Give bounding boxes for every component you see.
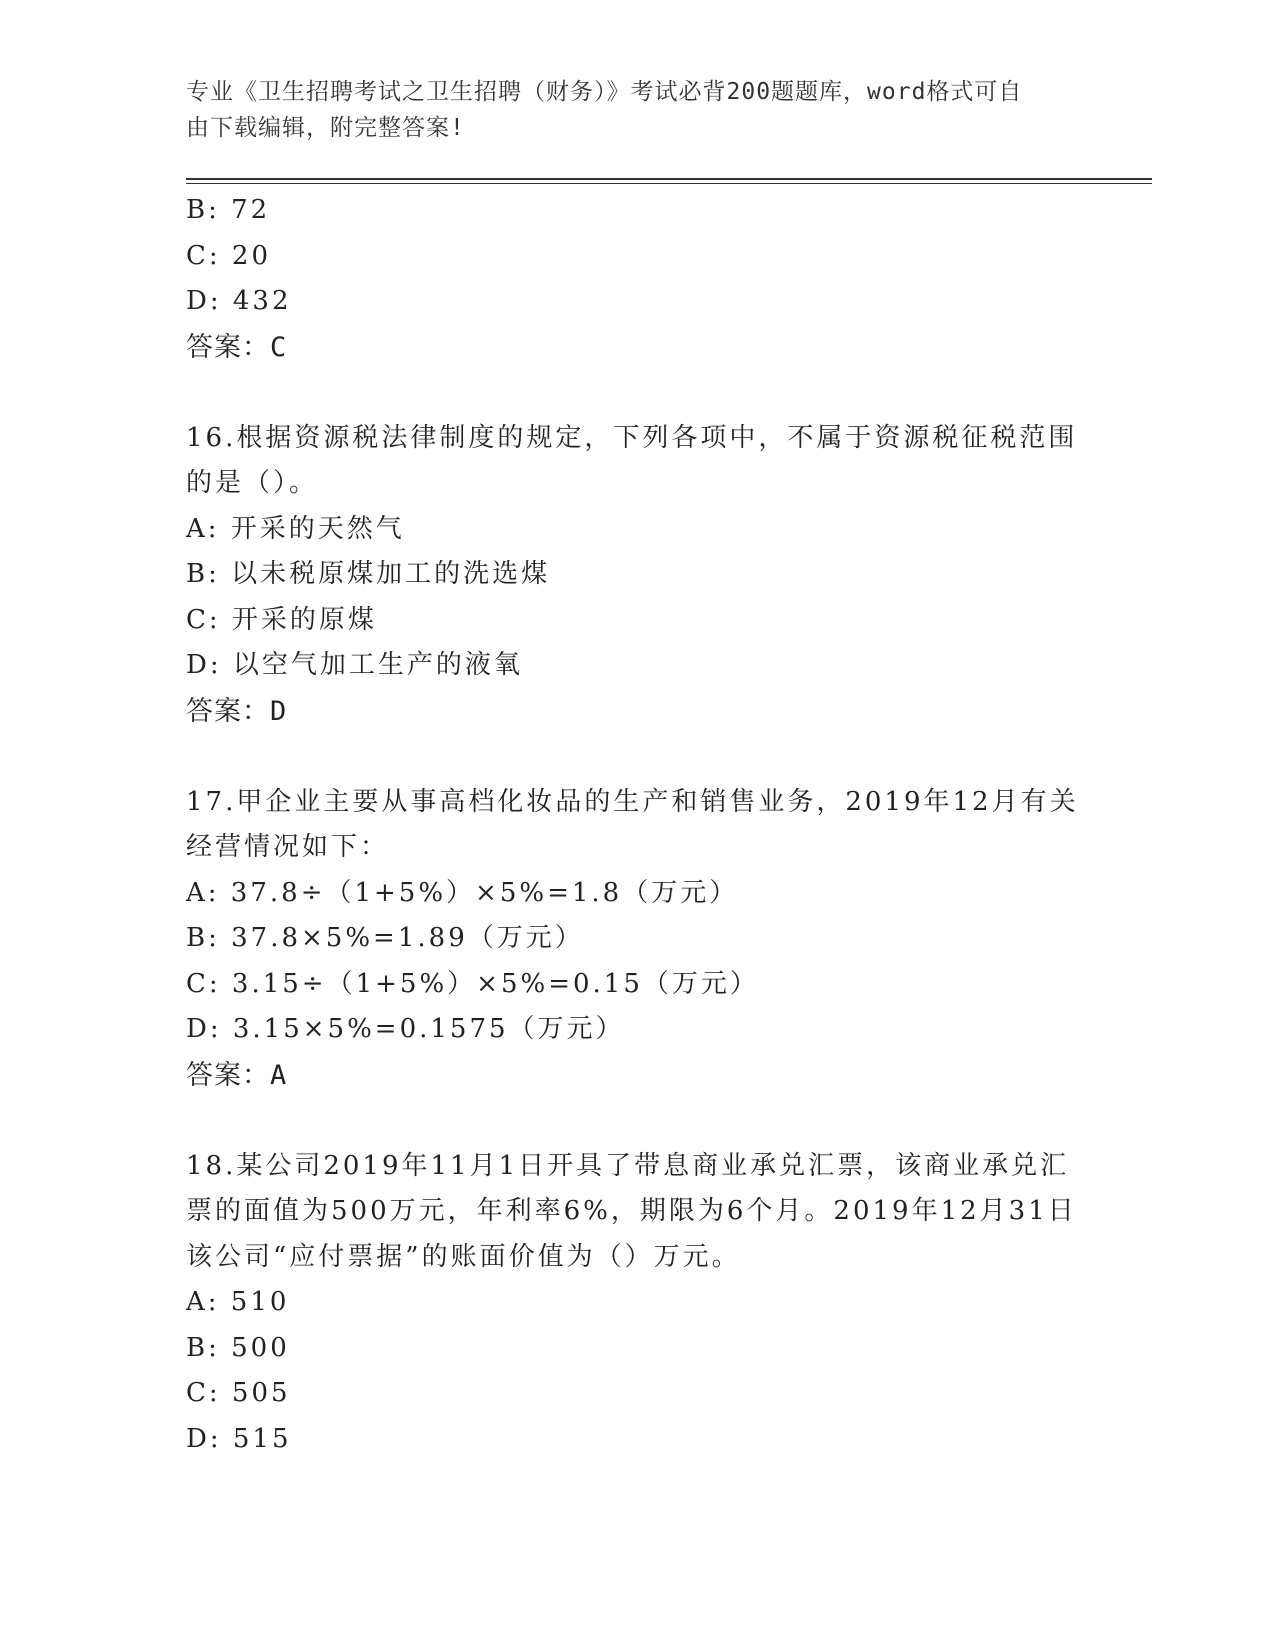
option-line: D: 432 [186, 286, 292, 316]
option-line: B: 以未税原煤加工的洗选煤 [186, 559, 551, 589]
spacer [186, 1098, 1086, 1144]
answer-line: 答案：D [186, 695, 288, 727]
document-header [186, 74, 1066, 146]
question-line: 该公司“应付票据”的账面价值为（）万元。 [186, 1241, 741, 1272]
option-line: A: 开采的天然气 [186, 513, 405, 544]
question-line: 经营情况如下： [186, 832, 390, 862]
option-line: D: 3.15×5%=0.1575（万元） [186, 1014, 625, 1044]
question-line: 16.根据资源税法律制度的规定，下列各项中，不属于资源税征税范围 [186, 422, 1078, 453]
question-line: 的是（）。 [186, 468, 319, 498]
spacer [186, 734, 1086, 780]
option-line: A: 510 [186, 1287, 290, 1317]
question-line: 票的面值为500万元，年利率6%，期限为6个月。2019年12月31日 [186, 1196, 1077, 1226]
option-line: C: 505 [186, 1378, 291, 1408]
option-line: D: 515 [186, 1423, 292, 1454]
option-line: B: 72 [186, 195, 271, 225]
header-line-1: 专业《卫生招聘考试之卫生招聘（财务）》考试必背200题题库，word格式可自 [186, 79, 1023, 105]
question-line: 17.甲企业主要从事高档化妆品的生产和销售业务，2019年12月有关 [186, 786, 1079, 817]
answer-line: 答案：C [186, 331, 288, 363]
header-line-2: 由下载编辑，附完整答案! [186, 115, 465, 141]
option-line: C: 20 [186, 240, 272, 271]
option-line: C: 3.15÷（1+5%）×5%=0.15（万元） [186, 968, 759, 999]
option-line: B: 500 [186, 1332, 290, 1363]
option-line: C: 开采的原煤 [186, 604, 377, 635]
spacer [186, 370, 1086, 416]
option-line: A: 37.8÷（1+5%）×5%=1.8（万元） [186, 877, 739, 908]
question-line: 18.某公司2019年11月1日开具了带息商业承兑汇票，该商业承兑汇 [186, 1150, 1070, 1181]
option-line: D: 以空气加工生产的液氧 [186, 650, 523, 680]
header-rule-thick [186, 178, 1152, 180]
answer-line: 答案：A [186, 1059, 288, 1091]
header-rule-thin [186, 183, 1152, 184]
option-line: B: 37.8×5%=1.89（万元） [186, 923, 584, 953]
document-body [186, 188, 1086, 1462]
